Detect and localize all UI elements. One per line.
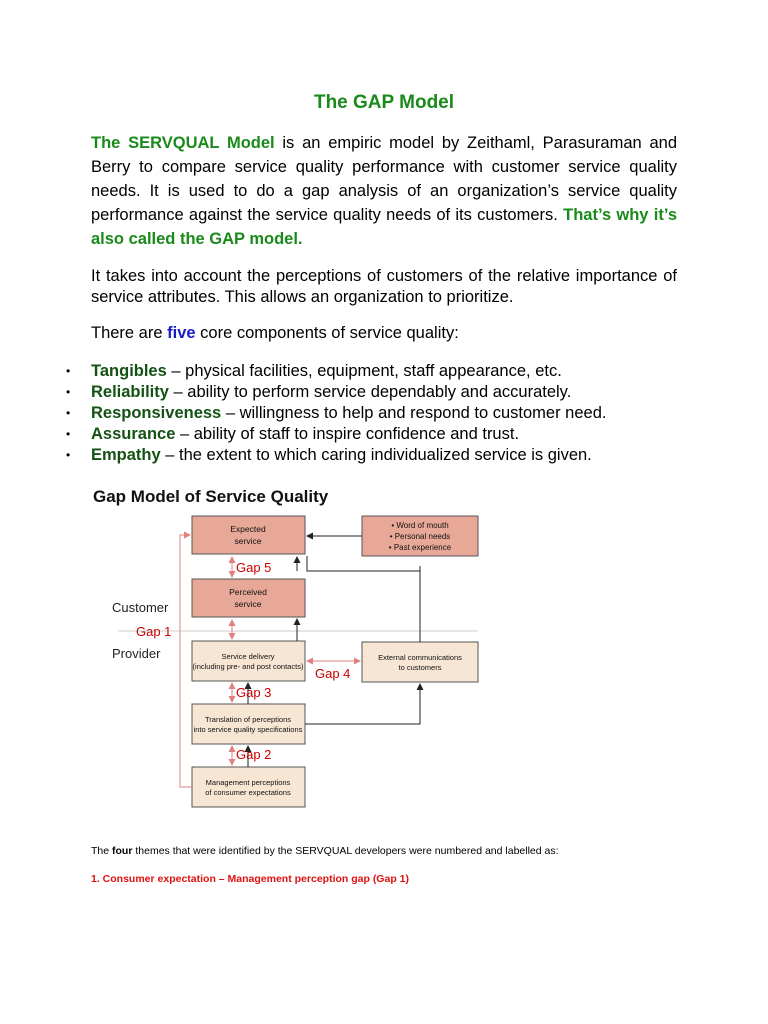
expected-service-box	[192, 516, 305, 554]
component-term: Assurance	[91, 425, 176, 443]
sources-box	[362, 516, 478, 556]
component-desc: – ability of staff to inspire confidence and trust.	[175, 425, 520, 443]
bullet-icon: •	[66, 364, 71, 378]
translation-to-external-arrow	[305, 684, 420, 724]
sources-line3: • Past experience	[388, 543, 452, 552]
intro-tail: That’s why it’s also called the GAP model.	[91, 206, 677, 248]
bullet-icon: •	[66, 448, 71, 462]
gap5-label: Gap 5	[236, 560, 272, 575]
perceived-service-box	[192, 579, 305, 617]
gap4-label: Gap 4	[315, 666, 351, 681]
components-intro	[91, 321, 677, 345]
external-line1: External communications	[378, 653, 462, 662]
component-term: Empathy	[91, 446, 161, 464]
component-desc: – willingness to help and respond to customer need.	[221, 404, 607, 422]
page-title: The GAP Model	[313, 92, 455, 113]
translation-box	[192, 704, 305, 744]
external-communications-box	[362, 642, 478, 682]
translation-line2: into service quality specifications	[193, 725, 303, 734]
provider-label: Provider	[112, 646, 161, 661]
service-delivery-box	[192, 641, 305, 681]
themes-note-after: themes that were identified by the SERVQUAL developers were numbered and labelled as:	[132, 845, 559, 857]
prioritize-paragraph: It takes into account the perceptions of customers of the relative importance of service attributes. This allows an organization to prioritize.	[91, 267, 677, 306]
component-term: Responsiveness	[91, 404, 222, 422]
management-perceptions-box	[192, 767, 305, 807]
intro-text: is an empiric model by Zeithaml, Parasuraman and Berry to compare service quality performance with customer service quality needs. It is used to do a gap analysis of an organization’s service quality performance against the service quality needs of its customers.	[91, 134, 678, 224]
translation-line1: Translation of perceptions	[204, 715, 292, 724]
delivery-line1: Service delivery	[221, 652, 275, 661]
customer-label: Customer	[112, 600, 169, 615]
management-line1: Management perceptions	[205, 778, 291, 787]
gap1-heading: 1. Consumer expectation – Management perception gap (Gap 1)	[91, 873, 409, 885]
gap1-label: Gap 1	[136, 624, 172, 639]
four-highlight: four	[112, 845, 133, 857]
component-term: Tangibles	[91, 362, 167, 380]
gap1-feedback-line	[180, 535, 192, 787]
component-desc: – ability to perform service dependably and accurately.	[168, 383, 572, 401]
bullet-icon: •	[66, 427, 71, 441]
delivery-line2: (including pre- and post contacts)	[192, 662, 304, 671]
expected-line1: Expected	[230, 524, 266, 534]
themes-note-before: The	[91, 845, 113, 857]
components-intro-before: There are	[91, 324, 168, 342]
external-line2: to customers	[398, 663, 442, 672]
intro-paragraph	[91, 131, 677, 251]
diagram-title: Gap Model of Service Quality	[93, 487, 329, 506]
servqual-model-label: The SERVQUAL Model	[91, 134, 275, 152]
management-line2: of consumer expectations	[205, 788, 291, 797]
bullet-icon: •	[66, 406, 71, 420]
gap-model-diagram	[88, 480, 488, 810]
sources-line1: • Word of mouth	[391, 521, 449, 530]
expected-line2: service	[234, 536, 262, 546]
component-term: Reliability	[91, 383, 169, 401]
bullet-icon: •	[66, 385, 71, 399]
component-desc: – physical facilities, equipment, staff appearance, etc.	[166, 362, 562, 380]
components-intro-after: core components of service quality:	[195, 324, 459, 342]
perceived-line1: Perceived	[229, 587, 267, 597]
external-line-top	[307, 556, 420, 642]
component-desc: – the extent to which caring individualized service is given.	[160, 446, 592, 464]
themes-note	[91, 845, 559, 857]
gap3-label: Gap 3	[236, 685, 272, 700]
gap2-label: Gap 2	[236, 747, 272, 762]
five-highlight: five	[167, 324, 196, 342]
perceived-line2: service	[234, 599, 262, 609]
sources-line2: • Personal needs	[389, 532, 451, 541]
